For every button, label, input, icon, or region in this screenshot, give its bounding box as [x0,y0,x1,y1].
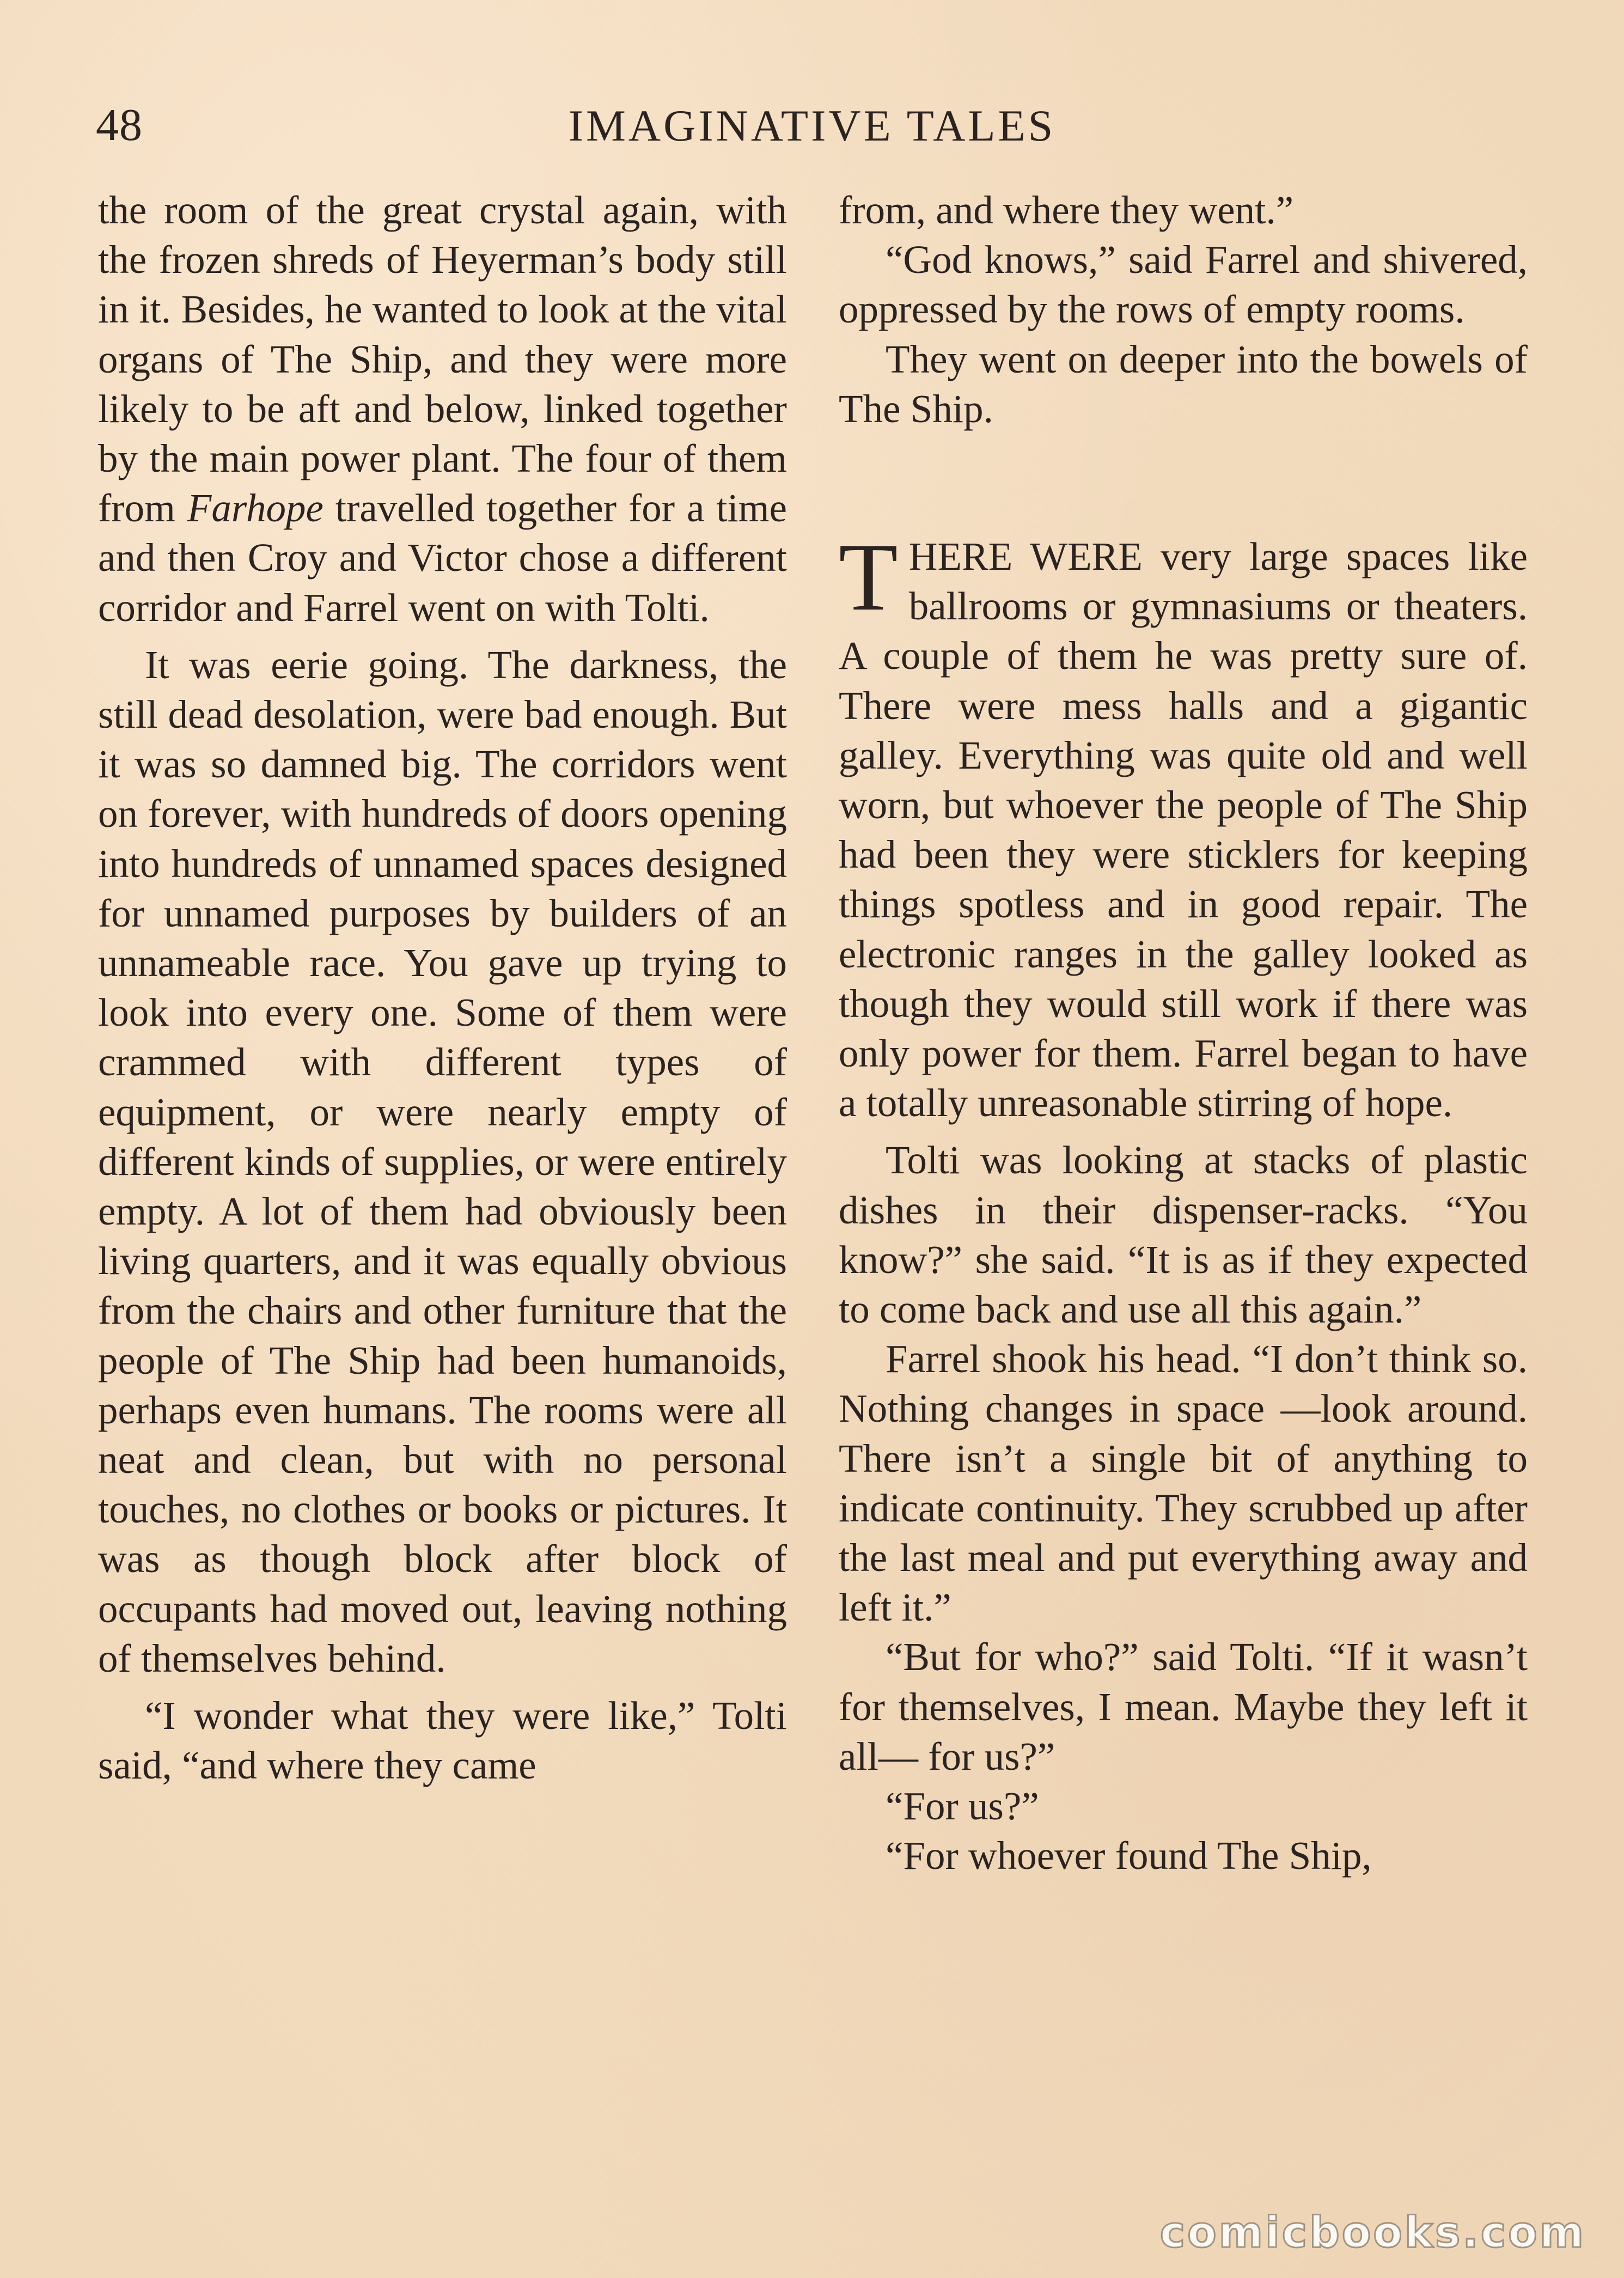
running-head: IMAGINATIVE TALES [568,101,1056,150]
drop-cap: T [839,523,898,631]
left-column [98,185,787,1790]
paragraph: They went on deeper into the bowels of The Ship. [839,337,1528,431]
right-column [839,185,1528,1881]
smallcaps-lead: HERE WERE [908,534,1143,579]
section-opening-paragraph [839,523,1528,1128]
paragraph: “I wonder what they were like,” Tolti said, “and where they came [98,1694,787,1788]
paragraph: Farrel shook his head. “I don’t think so. Nothing changes in space —look around. There isn’t a single bit of anything to indicate continuity. They scrubbed up after the last meal and put everything away and left it.” [839,1337,1528,1630]
page-number: 48 [96,100,143,150]
paragraph [98,185,787,632]
paragraph: It was eerie going. The darkness, the still dead desolation, were bad enough. But it was so damned big. The corridors went on forever, with hundreds of doors opening into hundreds of unnamed spaces designed for unnamed purposes by builders of an unnameable race. You gave up trying to look into every one. Some of them were crammed with different types of equipment, or were nearly empty of different kinds of supplies, or were entirely empty. A lot of them had obviously been living quarters, and it was equally obvious from the chairs and other furniture that the people of The Ship had been humanoids, perhaps even humans. The rooms were all neat and clean, but with no personal touches, no clothes or books or pictures. It was as though block after block of occupants had moved out, leaving nothing of themselves behind. [98,642,787,1680]
paragraph-text: very large spaces like ballrooms or gymnasiums or theaters. A couple of them he was pretty sure of. There were mess halls and a gigantic galley. Everything was quite old and well worn, but whoever the people of The Ship had been they were sticklers for keeping things spotless and in good repair. The electronic ranges in the galley looked as though they would still work if there was only power for them. Farrel began to have a totally unreasonable stirring of hope. [839,534,1528,1125]
paragraph: “God knows,” said Farrel and shivered, oppressed by the rows of empty rooms. [839,237,1528,332]
paragraph: “But for who?” said Tolti. “If it wasn’t for themselves, I mean. Maybe they left it all— for us?” [839,1635,1528,1778]
paragraph-text: the room of the great crystal again, with the frozen shreds of Heyerman’s body still in it. Besides, he wanted to look at the vital organs of The Ship, and they were more likely to be aft and below, linked together by the main power plant. The four of them from [98,188,787,531]
paragraph: from, and where they went.” [839,188,1294,232]
paragraph-text: travelled together for a time and then Croy and Victor chose a different corridor and Farrel went on with Tolti. [98,486,787,630]
paragraph: “For us?” [886,1784,1039,1829]
watermark: comicbooks.com [1159,2208,1586,2257]
section-break [839,434,1528,532]
paragraph: “For whoever found The Ship, [886,1834,1372,1878]
italic-ship-name: Farhope [187,486,323,531]
paragraph: Tolti was looking at stacks of plastic dishes in their dispenser-racks. “You know?” she said. “It is as if they expected to come back and use all this again.” [839,1138,1528,1332]
